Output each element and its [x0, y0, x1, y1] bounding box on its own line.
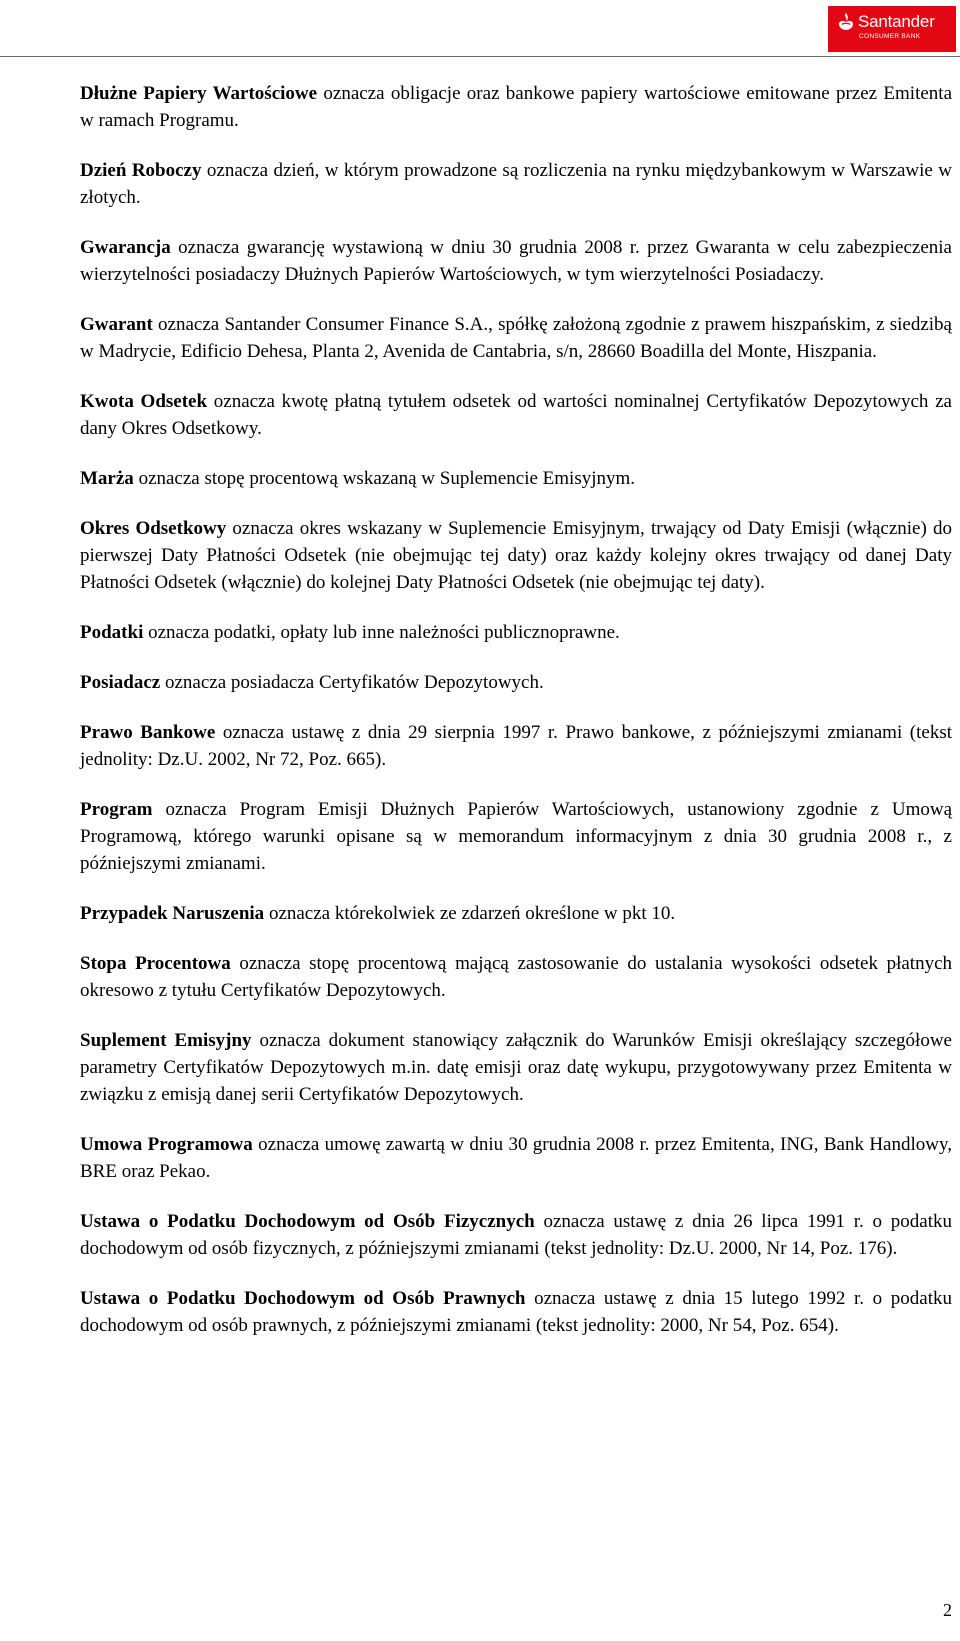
definition-dzien-roboczy	[80, 157, 952, 211]
definition-term: Podatki	[80, 622, 144, 643]
logo-subtitle: CONSUMER BANK	[859, 33, 921, 40]
definition-text: oznacza stopę procentową mającą zastosowanie do ustalania wysokości odsetek płatnych okresowo z tytułu Certyfikatów Depozytowych.	[80, 953, 953, 1001]
definition-gwarant	[80, 311, 952, 365]
logo-row	[838, 12, 948, 32]
definitions-list	[80, 80, 952, 1362]
definition-term: Ustawa o Podatku Dochodowym od Osób Prawnych	[80, 1288, 526, 1309]
definition-podatki	[80, 619, 952, 646]
definition-text: oznacza Program Emisji Dłużnych Papierów Wartościowych, ustanowiony zgodnie z Umową Programową, którego warunki opisane są w memorandum informacyjnym z dnia 30 grudnia 2008 r., z późniejszymi zmianami.	[80, 799, 952, 874]
definition-term: Okres Odsetkowy	[80, 518, 227, 539]
definition-term: Ustawa o Podatku Dochodowym od Osób Fizycznych	[80, 1211, 535, 1232]
santander-flame-icon	[838, 12, 854, 32]
definition-term: Stopa Procentowa	[80, 953, 231, 974]
header-rule	[0, 56, 960, 57]
definition-stopa-procentowa	[80, 950, 952, 1004]
definition-text: oznacza ustawę z dnia 29 sierpnia 1997 r. Prawo bankowe, z późniejszymi zmianami (tekst jednolity: Dz.U. 2002, Nr 72, Poz. 665).	[80, 722, 952, 770]
definition-text: oznacza okres wskazany w Suplemencie Emisyjnym, trwający od Daty Emisji (włącznie) do pierwszej Daty Płatności Odsetek (nie obejmując tej daty) oraz każdy kolejny okres trwający od danej Daty Płatności Odsetek (włącznie) do kolejnej Daty Płatności Odsetek (nie obejmując tej daty).	[80, 518, 952, 593]
definition-okres-odsetkowy	[80, 515, 952, 596]
definition-term: Umowa Programowa	[80, 1134, 253, 1155]
definition-dluzne-papiery-wartosciowe	[80, 80, 952, 134]
definition-text: oznacza dokument stanowiący załącznik do Warunków Emisji określający szczegółowe parametry Certyfikatów Depozytowych m.in. datę emisji oraz datę wykupu, przygotowywany przez Emitenta w związku z emisją danej serii Certyfikatów Depozytowych.	[80, 1030, 952, 1105]
definition-text: oznacza gwarancję wystawioną w dniu 30 grudnia 2008 r. przez Gwaranta w celu zabezpieczenia wierzytelności posiadaczy Dłużnych Papierów Wartościowych, w tym wierzytelności Posiadaczy.	[80, 237, 952, 285]
definition-text: oznacza stopę procentową wskazaną w Suplemencie Emisyjnym.	[133, 468, 636, 489]
definition-kwota-odsetek	[80, 388, 952, 442]
definition-term: Kwota Odsetek	[80, 391, 208, 412]
santander-logo	[828, 6, 956, 52]
definition-term: Dzień Roboczy	[80, 160, 202, 181]
definition-text: oznacza umowę zawartą w dniu 30 grudnia 2008 r. przez Emitenta, ING, Bank Handlowy, BRE oraz Pekao.	[80, 1134, 952, 1182]
definition-text: oznacza podatki, opłaty lub inne należności publicznoprawne.	[143, 622, 620, 643]
definition-suplement-emisyjny	[80, 1027, 952, 1108]
definition-ustawa-pdof	[80, 1208, 952, 1262]
definition-marza	[80, 465, 952, 492]
definition-text: oznacza którekolwiek ze zdarzeń określone w pkt 10.	[264, 903, 676, 924]
definition-gwarancja	[80, 234, 952, 288]
definition-text: oznacza Santander Consumer Finance S.A., spółkę założoną zgodnie z prawem hiszpańskim, z siedzibą w Madrycie, Edificio Dehesa, Planta 2, Avenida de Cantabria, s/n, 28660 Boadilla del Monte, Hiszpania.	[80, 314, 952, 362]
definition-program	[80, 796, 952, 877]
definition-umowa-programowa	[80, 1131, 952, 1185]
definition-term: Przypadek Naruszenia	[80, 903, 265, 924]
definition-term: Program	[80, 799, 153, 820]
definition-text: oznacza dzień, w którym prowadzone są rozliczenia na rynku międzybankowym w Warszawie w złotych.	[80, 160, 952, 208]
definition-ustawa-pdop	[80, 1285, 952, 1339]
definition-term: Posiadacz	[80, 672, 161, 693]
page-number: 2	[943, 1600, 952, 1620]
definition-text: oznacza kwotę płatną tytułem odsetek od wartości nominalnej Certyfikatów Depozytowych za dany Okres Odsetkowy.	[80, 391, 952, 439]
logo-name: Santander	[858, 12, 935, 31]
definition-term: Suplement Emisyjny	[80, 1030, 252, 1051]
definition-term: Marża	[80, 468, 134, 489]
definition-przypadek-naruszenia	[80, 900, 952, 927]
definition-text: oznacza ustawę z dnia 15 lutego 1992 r. o podatku dochodowym od osób prawnych, z późniejszymi zmianami (tekst jednolity: 2000, Nr 54, Poz. 654).	[80, 1288, 952, 1336]
definition-term: Gwarant	[80, 314, 153, 335]
definition-term: Gwarancja	[80, 237, 171, 258]
definition-term: Dłużne Papiery Wartościowe	[80, 83, 318, 104]
definition-text: oznacza obligacje oraz bankowe papiery wartościowe emitowane przez Emitenta w ramach Programu.	[80, 83, 952, 131]
definition-prawo-bankowe	[80, 719, 952, 773]
definition-term: Prawo Bankowe	[80, 722, 216, 743]
definition-text: oznacza posiadacza Certyfikatów Depozytowych.	[160, 672, 544, 693]
definition-text: oznacza ustawę z dnia 26 lipca 1991 r. o podatku dochodowym od osób fizycznych, z późniejszymi zmianami (tekst jednolity: Dz.U. 2000, Nr 14, Poz. 176).	[80, 1211, 952, 1259]
definition-posiadacz	[80, 669, 952, 696]
